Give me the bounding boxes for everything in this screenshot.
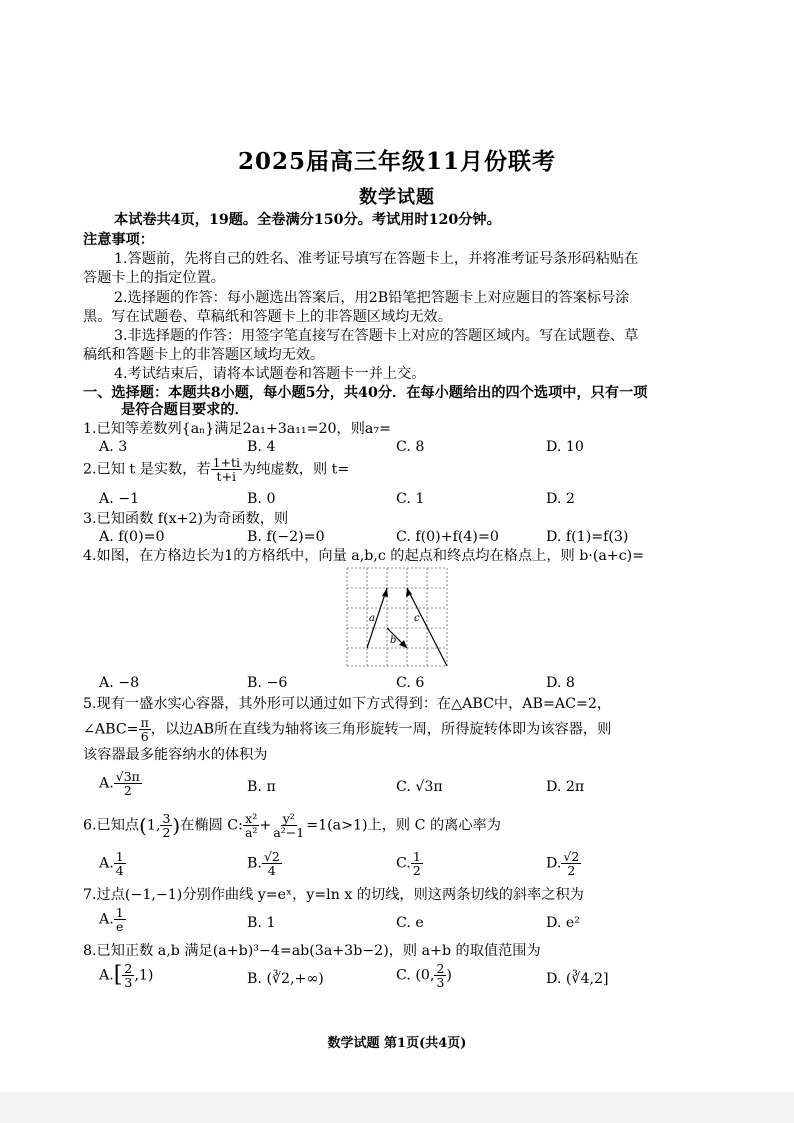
notice-line-4: 4.考试结束后，请将本试题卷和答题卡一并上交。 [114, 366, 426, 382]
q5-option-a-den: 2 [123, 783, 132, 798]
q6-option-c-fraction [411, 850, 423, 877]
page-footer: 数学试题 第1页(共4页) [327, 1036, 467, 1051]
q4-label-a: a [369, 613, 375, 624]
q6-option-b-num: √2 [263, 849, 280, 864]
q4-option-c: C. 6 [396, 675, 425, 691]
q7-option-d: D. e² [546, 915, 580, 931]
q4-vector-a-arrow [382, 588, 388, 597]
q8-option-a [99, 962, 153, 989]
q6-option-c [396, 850, 423, 877]
section-heading-cont: 是符合题目要求的． [121, 402, 249, 418]
notice-line-3b: 稿纸和答题卡上的非答题区域均无效。 [83, 347, 325, 363]
q6-plus: + [259, 817, 272, 834]
q8-option-a-fraction [122, 962, 134, 989]
q7-option-a-num: 1 [115, 905, 124, 920]
q6-point-y-den: 2 [162, 825, 171, 840]
q8-option-c-num: 2 [436, 961, 445, 976]
q6-x-num: x² [245, 811, 258, 826]
q6-y-num: y² [282, 811, 295, 826]
q6-option-c-den: 2 [412, 863, 421, 878]
q8-option-a-post: ,1) [134, 967, 154, 984]
q2-option-c: C. 1 [396, 491, 425, 507]
q5-line-1: 5.现有一盛水实心容器，其外形可以通过如下方式得到：在△ABC中，AB=AC=2， [83, 696, 612, 712]
q4-option-a: A. −8 [99, 675, 140, 691]
q8-option-c [396, 962, 452, 989]
q5-option-a-num: √3π [115, 769, 140, 784]
q6-option-a-num: 1 [115, 849, 124, 864]
subject-title: 数学试题 [359, 187, 435, 208]
q6-point-y-num: 3 [162, 811, 171, 826]
q4-label-c: c [414, 613, 420, 624]
q6-option-d-den: 2 [567, 863, 576, 878]
q7-stem: 7.过点(−1,−1)分别作曲线 y=eˣ，y=ln x 的切线，则这两条切线的斜率之积为 [83, 887, 584, 903]
q8-option-c-fraction [434, 962, 446, 989]
q2-fraction [211, 456, 242, 483]
q2-option-b: B. 0 [247, 491, 276, 507]
q2-option-a: A. −1 [99, 491, 140, 507]
q8-option-a-bracket: [ [113, 962, 123, 988]
notice-line-3: 3.非选择题的作答：用签字笔直接写在答题卡上对应的答题区域内。写在试题卷、草 [114, 328, 639, 344]
q6-stem-mid: 在椭圆 C: [180, 817, 243, 834]
q8-option-c-post: ) [446, 967, 452, 984]
q5-option-d: D. 2π [546, 779, 585, 795]
q2-frac-den: t+i [216, 469, 237, 484]
q2-stem [83, 456, 349, 483]
q3-option-a: A. f(0)=0 [99, 529, 165, 545]
q1-stem: 1.已知等差数列{aₙ}满足2a₁+3a₁₁=20，则a₇= [83, 421, 391, 437]
q6-stem-pre: 6.已知点 [83, 817, 140, 834]
q8-option-b: B. (∛2,+∞) [247, 971, 324, 987]
q7-option-b: B. 1 [247, 915, 276, 931]
q7-option-a [99, 906, 126, 933]
q5-line-2-post: ，以边AB所在直线为轴将该三角形旋转一周，所得旋转体即为该容器，则 [150, 721, 612, 738]
q2-option-d: D. 2 [546, 491, 575, 507]
exam-title: 2025届高三年级11月份联考 [237, 148, 557, 175]
notice-line-1b: 答题卡上的指定位置。 [83, 270, 225, 286]
q8-option-c-pre: C. (0, [396, 967, 435, 984]
q6-option-d-num: √2 [563, 849, 580, 864]
q4-vector-c [407, 588, 447, 666]
q6-option-d [546, 850, 581, 877]
q6-option-a-fraction [114, 850, 126, 877]
q6-option-b-label: B. [247, 855, 262, 872]
notice-line-2: 2.选择题的作答：每小题选出答案后，用2B铅笔把答题卡上对应题目的答案标号涂 [114, 290, 630, 306]
q6-option-b-den: 4 [267, 863, 276, 878]
notice-line-2b: 黑。写在试题卷、草稿纸和答题卡上的非答题区域均无效。 [83, 309, 452, 325]
q6-x-den: a² [244, 825, 258, 840]
q6-option-a [99, 850, 126, 877]
q5-option-a [99, 770, 142, 797]
q6-x-fraction [243, 812, 259, 839]
q8-option-a-den: 3 [124, 975, 133, 990]
q3-option-b: B. f(−2)=0 [247, 529, 325, 545]
q6-rparen: ) [172, 813, 181, 838]
q5-option-a-label: A. [99, 775, 114, 792]
q6-option-d-label: D. [546, 855, 562, 872]
q1-option-d: D. 10 [546, 439, 584, 455]
q6-y-fraction [271, 812, 306, 839]
q8-option-a-num: 2 [124, 961, 133, 976]
q5-angle-den: 6 [140, 729, 149, 744]
q6-point-y-fraction [160, 812, 172, 839]
q5-line-3: 该容器最多能容纳水的体积为 [83, 747, 268, 763]
q6-point-x: 1, [146, 817, 161, 834]
q5-option-c: C. √3π [396, 779, 443, 795]
q6-stem-post: =1(a>1)上，则 C 的离心率为 [306, 817, 501, 834]
q4-vector-grid-figure [344, 565, 450, 669]
q7-option-a-fraction [114, 906, 126, 933]
notice-line-1: 1.答题前，先将自己的姓名、准考证号填写在答题卡上，并将准考证号条形码粘贴在 [114, 251, 639, 267]
q6-option-a-label: A. [99, 855, 114, 872]
q4-grid [347, 568, 447, 666]
q6-option-b [247, 850, 282, 877]
q4-option-d: D. 8 [546, 675, 575, 691]
q8-option-c-den: 3 [436, 975, 445, 990]
q5-angle-num: π [140, 715, 149, 730]
q8-option-d: D. (∛4,2] [546, 971, 609, 987]
q6-stem [83, 812, 501, 839]
q1-option-b: B. 4 [247, 439, 276, 455]
q5-line-2-pre: ∠ABC= [83, 721, 139, 738]
q3-option-d: D. f(1)=f(3) [546, 529, 629, 545]
q2-stem-post: 为纯虚数，则 t= [242, 461, 350, 478]
q6-option-a-den: 4 [115, 863, 124, 878]
q6-lparen: ( [139, 813, 147, 838]
q5-line-2 [83, 716, 611, 743]
q6-option-b-fraction [262, 850, 282, 877]
q4-label-b: b [390, 635, 397, 646]
q7-option-a-label: A. [99, 911, 114, 928]
q4-option-b: B. −6 [247, 675, 288, 691]
notice-heading: 注意事项： [83, 232, 154, 248]
q6-option-d-fraction [561, 850, 581, 877]
exam-info: 本试卷共4页，19题。全卷满分150分。考试用时120分钟。 [114, 212, 501, 228]
q8-stem: 8.已知正数 a,b 满足(a+b)³−4=ab(3a+3b−2)，则 a+b 的取值范围为 [83, 943, 541, 959]
q7-option-c: C. e [396, 915, 424, 931]
q2-frac-num: 1+ti [212, 455, 241, 470]
q1-option-c: C. 8 [396, 439, 425, 455]
q2-stem-pre: 2.已知 t 是实数，若 [83, 461, 211, 478]
q3-option-c: C. f(0)+f(4)=0 [396, 529, 499, 545]
q8-option-a-label: A. [99, 967, 114, 984]
q1-option-a: A. 3 [99, 439, 128, 455]
bottom-margin-strip [0, 1092, 794, 1123]
q4-stem: 4.如图，在方格边长为1的方格纸中，向量 a,b,c 的起点和终点均在格点上，则 b·(a+c)= [83, 548, 645, 564]
q3-stem: 3.已知函数 f(x+2)为奇函数，则 [83, 511, 289, 527]
q5-option-b: B. π [247, 779, 276, 795]
q7-option-a-den: e [116, 919, 124, 934]
q5-option-a-fraction [114, 770, 142, 797]
q6-option-c-label: C. [396, 855, 411, 872]
q5-angle-fraction [139, 716, 151, 743]
section-heading: 一、选择题：本题共8小题，每小题5分，共40分．在每小题给出的四个选项中，只有一项 [83, 385, 648, 401]
q6-option-c-num: 1 [412, 849, 421, 864]
q6-y-den: a²−1 [273, 825, 305, 840]
